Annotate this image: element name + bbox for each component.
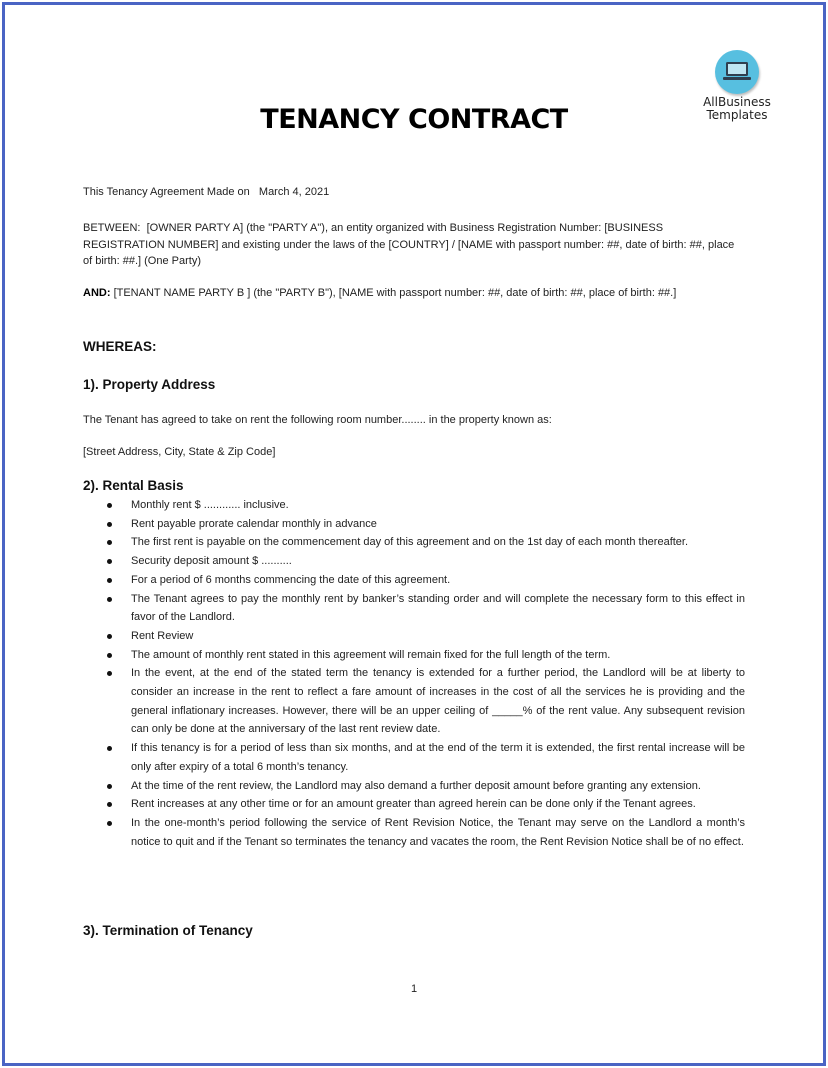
and-label: AND:	[83, 287, 111, 299]
list-item: For a period of 6 months commencing the date of this agreement.	[83, 571, 745, 590]
brand-name-line2: Templates	[706, 108, 768, 122]
list-item: Rent payable prorate calendar monthly in advance	[83, 515, 745, 534]
section-2-heading: 2). Rental Basis	[83, 478, 184, 493]
and-text: [TENANT NAME PARTY B ] (the "PARTY B"), [NAME with passport number: ##, date of birth: ##, place of birth: ##.]	[113, 287, 677, 299]
section-1-paragraph: The Tenant has agreed to take on rent the following room number........ in the property known as:	[83, 414, 552, 426]
list-item: In the one-month’s period following the service of Rent Revision Notice, the Tenant may serve on the Landlord a month’s notice to quit and if the Tenant so terminates the tenancy and vacates the room, the Rent Revision Notice shall be of no effect.	[83, 814, 745, 851]
between-label: BETWEEN:	[83, 222, 141, 234]
rental-basis-list	[83, 496, 745, 851]
document-title: TENANCY CONTRACT	[260, 104, 568, 135]
brand-name-line1: AllBusiness	[703, 95, 771, 109]
intro-label: This Tenancy Agreement Made on	[83, 186, 250, 198]
page-number: 1	[410, 983, 418, 995]
between-clause	[83, 220, 745, 270]
and-clause	[83, 285, 745, 302]
whereas-heading: WHEREAS:	[83, 339, 157, 354]
list-item: Security deposit amount $ ..........	[83, 552, 745, 571]
agreement-intro	[83, 184, 745, 201]
list-item: Rent Review	[83, 627, 745, 646]
section-1-heading: 1). Property Address	[83, 377, 216, 392]
list-item: The Tenant agrees to pay the monthly rent by banker’s standing order and will complete the necessary form to this effect in favor of the Landlord.	[83, 590, 745, 627]
list-item: Rent increases at any other time or for an amount greater than agreed herein can be done only if the Tenant agrees.	[83, 795, 745, 814]
intro-date: March 4, 2021	[258, 186, 330, 198]
list-item: The amount of monthly rent stated in this agreement will remain fixed for the full length of the term.	[83, 646, 745, 665]
list-item: Monthly rent $ ............ inclusive.	[83, 496, 745, 515]
list-item: The first rent is payable on the commencement day of this agreement and on the 1st day of each month thereafter.	[83, 533, 745, 552]
list-item: In the event, at the end of the stated term the tenancy is extended for a further period, the Landlord will be at liberty to consider an increase in the rent to reflect a fare amount of increases in the cost of all the services he is providing and the general inflationary increases. However, there will be an upper ceiling of _____% of the rent value. Any subsequent revision can only be done at the anniversary of the last rent review date.	[83, 664, 745, 739]
laptop-icon	[715, 50, 759, 94]
list-item: If this tenancy is for a period of less than six months, and at the end of the term it is extended, the first rental increase will be only after expiry of a total 6 month’s tenancy.	[83, 739, 745, 776]
between-text: [OWNER PARTY A] (the "PARTY A"), an entity organized with Business Registration Number: [BUSINESS REGISTRATION NUMBER] and existing under the laws of the [COUNTRY] / [NAME with passport number: ##, date of birth: ##, place of birth: ##.] (One Party)	[83, 222, 735, 267]
property-address: [Street Address, City, State & Zip Code]	[83, 446, 276, 458]
section-3-heading: 3). Termination of Tenancy	[83, 923, 253, 938]
list-item: At the time of the rent review, the Landlord may also demand a further deposit amount before granting any extension.	[83, 777, 745, 796]
